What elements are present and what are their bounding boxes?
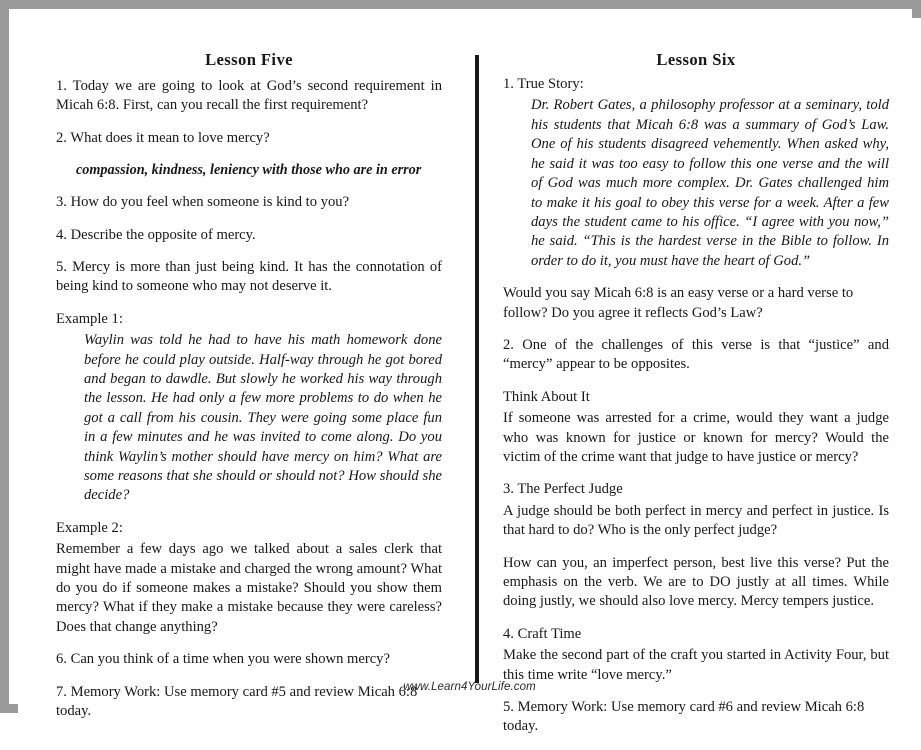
lesson-five-item-1: 1. Today we are going to look at God’s second requirement in Micah 6:8. First, can you recall the first requirement?	[56, 78, 442, 114]
lesson-five-example-1-label: Example 1:	[56, 310, 123, 327]
lesson-five-item-2: 2. What does it mean to love mercy?	[56, 129, 270, 146]
worksheet-page	[18, 18, 921, 735]
lesson-five-example-2-body: Remember a few days ago we talked about a sales clerk that might have made a mistake and charged the wrong amount? What do you do if someone makes a mistake? Should you show them mercy? What if they make a mistake because they were careless? Does that change anything?	[56, 541, 442, 635]
footer-url: www.Learn4YourLife.com	[403, 681, 536, 693]
lesson-six-item-3-label: 3. The Perfect Judge	[503, 481, 623, 498]
lesson-six-item-4-label: 4. Craft Time	[503, 625, 582, 642]
lesson-six-followup-question: Would you say Micah 6:8 is an easy verse or a hard verse to follow? Do you agree it reflects God’s Law?	[503, 285, 854, 321]
lesson-five-item-5: 5. Mercy is more than just being kind. It has the connotation of being kind to someone who may not deserve it.	[56, 258, 442, 295]
lesson-five-example-1-body: Waylin was told he had to have his math homework done before he could play outside. Half-way through he got bored and began to dawdle. But slowly he worked his way through the lesson. He had only a few more problems to do when he got a call from his cousin. They were going some place fun in a few minutes and he was invited to come along. Do you think Waylin’s mother should have mercy on him? What are some reasons that she should or should not? How should she decide?	[84, 332, 442, 504]
lesson-six-item-2: 2. One of the challenges of this verse is that “justice” and “mercy” appear to be opposites.	[503, 336, 889, 373]
lesson-six-item-5: 5. Memory Work: Use memory card #6 and review Micah 6:8 today.	[503, 699, 865, 735]
lesson-six-think-about-it-label: Think About It	[503, 388, 590, 405]
lesson-six-think-about-it-body: If someone was arrested for a crime, would they want a judge who was known for justice or known for mercy? Would the victim of the crime want that judge to have justice or mercy?	[503, 410, 889, 465]
lesson-six-item-3-body: A judge should be both perfect in mercy and perfect in justice. Is that hard to do? Who is the only perfect judge?	[503, 502, 889, 539]
lesson-six-true-story: Dr. Robert Gates, a philosophy professor at a seminary, told his students that Micah 6:8 was a summary of God’s Law. One of his students disagreed vehemently. When asked why, he said it was too easy to follow this one verse and the will of God was much more complex. Dr. Gates challenged him to make it his goal to obey this verse for a week. After a few days the student came to his office. “I agree with you now,” he said. “This is the hardest verse in the Bible to follow. In order to do it, you must have the heart of God.”	[531, 97, 889, 269]
lesson-five-item-4: 4. Describe the opposite of mercy.	[56, 226, 256, 243]
page-title-lesson-six: Lesson Six	[656, 50, 736, 69]
lesson-six-column	[503, 18, 889, 750]
lesson-six-item-4-body: Make the second part of the craft you started in Activity Four, but this time write “love mercy.”	[503, 647, 889, 683]
lesson-six-item-1-label: 1. True Story:	[503, 76, 584, 93]
lesson-five-item-7: 7. Memory Work: Use memory card #5 and review Micah 6:8 today.	[56, 683, 418, 720]
page-title-lesson-five: Lesson Five	[205, 50, 293, 69]
lesson-five-example-2-label: Example 2:	[56, 519, 123, 536]
lesson-five-column	[56, 18, 442, 735]
lesson-five-answer-2: compassion, kindness, leniency with those who are in error	[76, 162, 422, 179]
lesson-five-item-6: 6. Can you think of a time when you were shown mercy?	[56, 651, 390, 668]
lesson-five-item-3: 3. How do you feel when someone is kind to you?	[56, 194, 350, 211]
lesson-six-item-3-extra: How can you, an imperfect person, best live this verse? Put the emphasis on the verb. We are to DO justly at all times. While doing justly, we should also love mercy. Mercy tempers justice.	[503, 554, 889, 610]
